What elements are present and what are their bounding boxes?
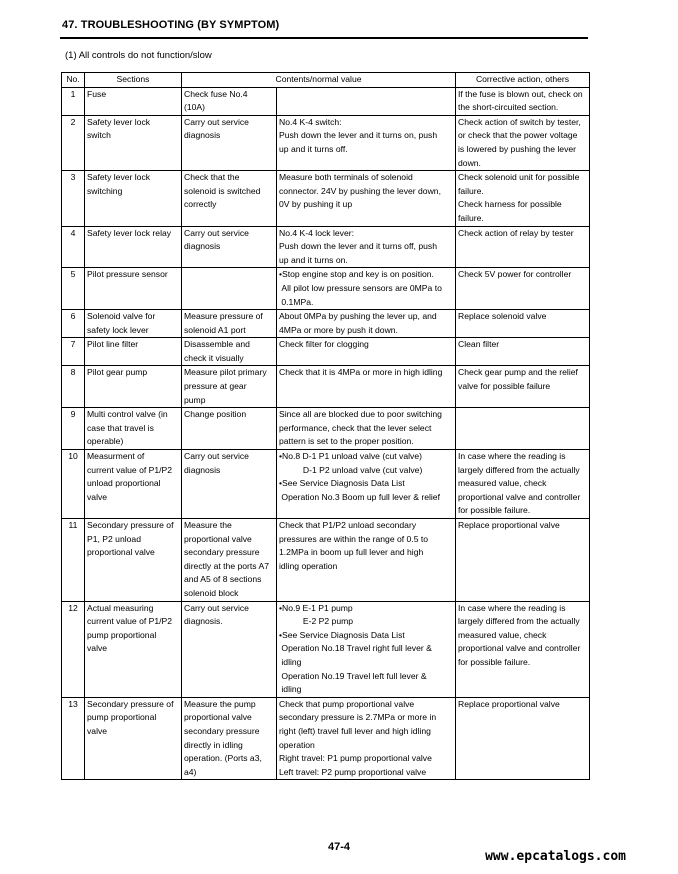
contents-cell-line: performance, check that the lever select	[279, 422, 432, 433]
action-cell	[456, 310, 590, 338]
action-cell	[456, 268, 590, 310]
contents-cell-line: idling	[279, 684, 302, 695]
section-cell	[85, 338, 182, 366]
section-cell-line: Multi control valve (in	[87, 409, 168, 420]
check-cell-line: directly at the ports A7	[184, 560, 270, 571]
section-cell-line: current value of P1/P2	[87, 464, 173, 475]
watermark-text: www.epcatalogs.com	[485, 849, 626, 864]
action-cell	[456, 226, 590, 268]
action-cell-line: measured value, check	[458, 629, 547, 640]
check-cell-line: proportional valve	[184, 533, 252, 544]
row-number: 12	[62, 601, 85, 697]
contents-cell-line: 4MPa or more by push it down.	[279, 324, 398, 335]
section-cell	[85, 310, 182, 338]
action-cell-line: valve for possible failure	[458, 381, 551, 392]
section-cell-line: Secondary pressure of	[87, 698, 174, 709]
action-cell-line: Clean filter	[458, 339, 500, 350]
check-cell	[182, 697, 277, 780]
contents-cell-line: Check filter for clogging	[279, 339, 369, 350]
contents-cell-line: Operation No.19 Travel left full lever &	[279, 670, 427, 681]
row-number: 7	[62, 338, 85, 366]
contents-cell-line: Check that it is 4MPa or more in high idling	[279, 367, 443, 378]
action-cell	[456, 408, 590, 450]
header-rule	[60, 37, 588, 39]
section-title: (1) All controls do not function/slow	[65, 50, 212, 61]
row-number: 1	[62, 87, 85, 115]
contents-cell-line: •See Service Diagnosis Data List	[279, 629, 405, 640]
check-cell-line: Measure the pump	[184, 698, 256, 709]
contents-cell-line: secondary pressure is 2.7MPa or more in	[279, 712, 437, 723]
action-cell-line: proportional valve and controller	[458, 491, 581, 502]
contents-cell-line: right (left) travel full lever and high idling	[279, 725, 431, 736]
check-cell-line: solenoid is switched	[184, 185, 261, 196]
contents-cell-line: Operation No.3 Boom up full lever & relief	[279, 491, 440, 502]
check-cell-line: check it visually	[184, 352, 244, 363]
contents-cell-line: Operation No.18 Travel right full lever &	[279, 643, 432, 654]
contents-cell-line: up and it turns off.	[279, 143, 348, 154]
contents-cell	[277, 310, 456, 338]
section-cell-line: valve	[87, 643, 108, 654]
table-row	[62, 226, 590, 268]
contents-cell	[277, 171, 456, 226]
table-row	[62, 408, 590, 450]
section-cell	[85, 226, 182, 268]
contents-cell-line: Since all are blocked due to poor switching	[279, 409, 442, 420]
section-cell-line: Safety lever lock relay	[87, 227, 172, 238]
check-cell-line: and A5 of 8 sections	[184, 574, 262, 585]
contents-cell-line: up and it turns on.	[279, 254, 348, 265]
row-number: 6	[62, 310, 85, 338]
action-cell-line: or check that the power voltage	[458, 130, 578, 141]
row-number: 2	[62, 115, 85, 170]
section-cell-line: P1, P2 unload	[87, 533, 141, 544]
action-cell	[456, 87, 590, 115]
contents-cell	[277, 268, 456, 310]
check-cell	[182, 171, 277, 226]
check-cell-line: Check fuse No.4	[184, 88, 248, 99]
contents-cell-line: operation	[279, 739, 315, 750]
header-no: No.	[62, 73, 85, 88]
header-corrective-action: Corrective action, others	[456, 73, 590, 88]
contents-cell-line: 0V by pushing it up	[279, 199, 353, 210]
contents-cell	[277, 366, 456, 408]
section-cell	[85, 519, 182, 602]
row-number: 13	[62, 697, 85, 780]
check-cell-line: Measure pressure of	[184, 311, 263, 322]
check-cell-line: diagnosis	[184, 241, 221, 252]
row-number: 10	[62, 450, 85, 519]
action-cell-line: failure.	[458, 212, 484, 223]
check-cell-line: proportional valve	[184, 712, 252, 723]
section-cell-line: safety lock lever	[87, 324, 149, 335]
section-cell	[85, 366, 182, 408]
contents-cell	[277, 226, 456, 268]
page-number: 47-4	[327, 841, 351, 853]
row-number: 11	[62, 519, 85, 602]
contents-cell-line: 1.2MPa in boom up full lever and high	[279, 547, 424, 558]
contents-cell-line: •No.8 D-1 P1 unload valve (cut valve)	[279, 451, 422, 462]
section-cell	[85, 268, 182, 310]
table-row	[62, 310, 590, 338]
contents-cell-line: •No.9 E-1 P1 pump	[279, 602, 353, 613]
section-cell-line: current value of P1/P2	[87, 616, 173, 627]
action-cell-line: Check action of switch by tester,	[458, 116, 581, 127]
action-cell-line: for possible failure.	[458, 505, 531, 516]
table-row	[62, 450, 590, 519]
section-cell	[85, 408, 182, 450]
page-header-title: 47. TROUBLESHOOTING (BY SYMPTOM)	[62, 19, 280, 31]
check-cell-line: Carry out service	[184, 227, 249, 238]
check-cell	[182, 601, 277, 697]
contents-cell-line: •See Service Diagnosis Data List	[279, 478, 405, 489]
contents-cell-line: idling	[279, 656, 302, 667]
check-cell	[182, 226, 277, 268]
check-cell-line: directly in idling	[184, 739, 243, 750]
contents-cell-line: Left travel: P2 pump proportional valve	[279, 766, 427, 777]
section-cell-line: valve	[87, 491, 108, 502]
contents-cell	[277, 408, 456, 450]
contents-cell-line: Right travel: P1 pump proportional valve	[279, 753, 432, 764]
section-cell	[85, 601, 182, 697]
row-number: 8	[62, 366, 85, 408]
check-cell	[182, 268, 277, 310]
check-cell-line: solenoid block	[184, 587, 239, 598]
action-cell	[456, 519, 590, 602]
check-cell-line: Carry out service	[184, 451, 249, 462]
section-cell-line: Solenoid valve for	[87, 311, 156, 322]
contents-cell-line: D-1 P2 unload valve (cut valve)	[279, 464, 423, 475]
contents-cell-line: •Stop engine stop and key is on position.	[279, 269, 434, 280]
action-cell-line: down.	[458, 157, 481, 168]
action-cell-line: failure.	[458, 185, 484, 196]
action-cell-line: Check 5V power for controller	[458, 269, 572, 280]
action-cell-line: Replace proportional valve	[458, 698, 560, 709]
section-cell-line: Measurment of	[87, 451, 145, 462]
action-cell-line: largely differed from the actually	[458, 616, 580, 627]
check-cell-line: pressure at gear	[184, 381, 247, 392]
contents-cell	[277, 338, 456, 366]
section-cell	[85, 87, 182, 115]
contents-cell-line: connector. 24V by pushing the lever down,	[279, 185, 441, 196]
section-cell-line: pump proportional	[87, 712, 157, 723]
action-cell-line: is lowered by pushing the lever	[458, 143, 577, 154]
contents-cell-line: About 0MPa by pushing the lever up, and	[279, 311, 437, 322]
check-cell-line: correctly	[184, 199, 217, 210]
table-row	[62, 338, 590, 366]
check-cell	[182, 366, 277, 408]
check-cell	[182, 408, 277, 450]
header-contents: Contents/normal value	[182, 73, 456, 88]
contents-cell	[277, 450, 456, 519]
check-cell-line: solenoid A1 port	[184, 324, 246, 335]
section-cell	[85, 115, 182, 170]
contents-cell	[277, 601, 456, 697]
action-cell-line: the short-circuited section.	[458, 102, 559, 113]
check-cell-line: Measure pilot primary	[184, 367, 267, 378]
section-cell	[85, 171, 182, 226]
section-cell-line: Pilot pressure sensor	[87, 269, 168, 280]
action-cell-line: Check solenoid unit for possible	[458, 172, 580, 183]
action-cell-line: Replace solenoid valve	[458, 311, 547, 322]
action-cell-line: measured value, check	[458, 478, 547, 489]
section-cell-line: operable)	[87, 436, 124, 447]
check-cell-line: Measure the	[184, 520, 232, 530]
action-cell-line: Replace proportional valve	[458, 520, 560, 530]
table-header-row	[62, 73, 590, 88]
check-cell-line: Check that the	[184, 172, 240, 183]
section-cell-line: Pilot gear pump	[87, 367, 148, 378]
contents-cell-line: No.4 K-4 lock lever:	[279, 227, 354, 238]
header-sections: Sections	[85, 73, 182, 88]
section-cell-line: Safety lever lock	[87, 172, 151, 183]
action-cell-line: In case where the reading is	[458, 451, 566, 462]
action-cell	[456, 338, 590, 366]
row-number: 9	[62, 408, 85, 450]
check-cell-line: secondary pressure	[184, 725, 260, 736]
row-number: 4	[62, 226, 85, 268]
section-cell-line: switch	[87, 130, 111, 141]
table-row	[62, 115, 590, 170]
contents-cell-line: All pilot low pressure sensors are 0MPa to	[279, 282, 442, 293]
troubleshooting-table	[61, 72, 590, 780]
check-cell-line: Disassemble and	[184, 339, 250, 350]
section-cell-line: switching	[87, 185, 123, 196]
action-cell-line: for possible failure.	[458, 656, 531, 667]
contents-cell	[277, 115, 456, 170]
check-cell-line: a4)	[184, 766, 197, 777]
contents-cell-line: idling operation	[279, 560, 338, 571]
check-cell-line: diagnosis	[184, 130, 221, 141]
section-cell-line: Safety lever lock	[87, 116, 151, 127]
section-cell-line: Fuse	[87, 88, 107, 99]
row-number: 3	[62, 171, 85, 226]
contents-cell-line: pressures are within the range of 0.5 to	[279, 533, 429, 544]
action-cell-line: Check action of relay by tester	[458, 227, 574, 238]
check-cell-line: operation. (Ports a3,	[184, 753, 262, 764]
action-cell-line: In case where the reading is	[458, 602, 566, 613]
action-cell-line: proportional valve and controller	[458, 643, 581, 654]
contents-cell	[277, 697, 456, 780]
contents-cell	[277, 87, 456, 115]
section-cell	[85, 697, 182, 780]
table-row	[62, 268, 590, 310]
contents-cell-line: pattern is set to the proper position.	[279, 436, 414, 447]
table-row	[62, 601, 590, 697]
contents-cell-line: Push down the lever and it turns off, push	[279, 241, 437, 252]
action-cell	[456, 171, 590, 226]
action-cell-line: Check gear pump and the relief	[458, 367, 578, 378]
contents-cell-line: Check that P1/P2 unload secondary	[279, 520, 417, 530]
table-row	[62, 519, 590, 602]
section-cell-line: proportional valve	[87, 547, 155, 558]
table-row	[62, 87, 590, 115]
action-cell	[456, 697, 590, 780]
contents-cell-line: Check that pump proportional valve	[279, 698, 415, 709]
section-cell-line: unload proportional	[87, 478, 161, 489]
check-cell-line: diagnosis	[184, 464, 221, 475]
contents-cell-line: E-2 P2 pump	[279, 616, 354, 627]
check-cell-line: Carry out service	[184, 116, 249, 127]
check-cell-line: diagnosis.	[184, 616, 223, 627]
row-number: 5	[62, 268, 85, 310]
check-cell-line: secondary pressure	[184, 547, 260, 558]
table-row	[62, 366, 590, 408]
action-cell	[456, 601, 590, 697]
check-cell	[182, 450, 277, 519]
contents-cell-line: No.4 K-4 switch:	[279, 116, 342, 127]
contents-cell-line: 0.1MPa.	[279, 296, 314, 307]
action-cell	[456, 450, 590, 519]
section-cell-line: case that travel is	[87, 422, 154, 433]
check-cell-line: Carry out service	[184, 602, 249, 613]
contents-cell-line: Measure both terminals of solenoid	[279, 172, 413, 183]
action-cell-line: Check harness for possible	[458, 199, 562, 210]
section-cell-line: valve	[87, 725, 108, 736]
check-cell	[182, 87, 277, 115]
check-cell	[182, 115, 277, 170]
check-cell	[182, 310, 277, 338]
table-row	[62, 697, 590, 780]
action-cell-line: largely differed from the actually	[458, 464, 580, 475]
table-row	[62, 171, 590, 226]
contents-cell-line: Push down the lever and it turns on, push	[279, 130, 438, 141]
section-cell-line: Pilot line filter	[87, 339, 139, 350]
check-cell	[182, 338, 277, 366]
action-cell	[456, 366, 590, 408]
action-cell-line: If the fuse is blown out, check on	[458, 88, 583, 99]
section-cell-line: pump proportional	[87, 629, 157, 640]
contents-cell	[277, 519, 456, 602]
action-cell	[456, 115, 590, 170]
section-cell-line: Actual measuring	[87, 602, 154, 613]
section-cell-line: Secondary pressure of	[87, 520, 174, 530]
check-cell-line: Change position	[184, 409, 247, 420]
check-cell-line: (10A)	[184, 102, 206, 113]
check-cell	[182, 519, 277, 602]
table-body	[62, 87, 590, 780]
section-cell	[85, 450, 182, 519]
check-cell-line: pump	[184, 394, 206, 405]
